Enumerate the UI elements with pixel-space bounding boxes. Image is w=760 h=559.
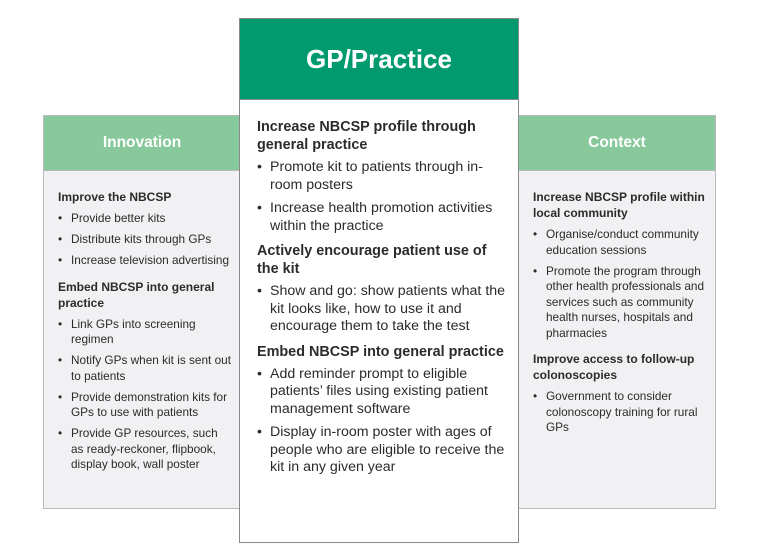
list-item: • Display in-room poster with ages of people who are eligible to receive the kit in any given year <box>257 424 505 475</box>
bullet-icon: • <box>533 227 538 241</box>
section-heading: Improve the NBCSP <box>58 190 172 204</box>
bullet-icon: • <box>257 365 262 382</box>
list-item: • Promote kit to patients through in-room posters <box>257 159 483 193</box>
bullet-list <box>58 211 232 269</box>
bullet-list <box>533 389 707 436</box>
list-item: • Distribute kits through GPs <box>58 232 212 246</box>
section-heading: Increase NBCSP profile within local community <box>533 190 705 220</box>
bullet-icon: • <box>257 424 262 440</box>
bullet-icon: • <box>58 253 63 267</box>
list-item: • Link GPs into screening regimen <box>58 316 196 346</box>
list-item: • Increase television advertising <box>58 253 230 267</box>
list-item: • Increase health promotion activities within the practice <box>257 200 493 234</box>
list-item: • Provide GP resources, such as ready-reckoner, flipbook, display book, wall poster <box>58 426 218 471</box>
section-heading: Actively encourage patient use of the kit <box>257 243 487 277</box>
gp-practice-title: GP/Practice <box>240 19 518 100</box>
bullet-icon: • <box>58 426 63 440</box>
bullet-icon: • <box>58 211 63 225</box>
section-heading: Increase NBCSP profile through general practice <box>257 119 476 153</box>
section-heading: Improve access to follow-up colonoscopies <box>533 352 695 382</box>
list-item: • Provide demonstration kits for GPs to use with patients <box>58 389 228 419</box>
list-item: • Notify GPs when kit is sent out to patients <box>58 353 231 383</box>
innovation-panel <box>43 115 241 509</box>
list-item: • Government to consider colonoscopy training for rural GPs <box>533 389 698 434</box>
bullet-list <box>533 227 707 341</box>
context-title: Context <box>519 116 715 171</box>
bullet-icon: • <box>257 283 262 299</box>
bullet-list <box>257 366 506 477</box>
section-heading: Embed NBCSP into general practice <box>257 343 504 360</box>
bullet-icon: • <box>533 389 538 403</box>
bullet-icon: • <box>257 159 262 175</box>
bullet-icon: • <box>257 200 262 216</box>
list-item: • Provide better kits <box>58 211 166 225</box>
bullet-list <box>58 317 232 473</box>
innovation-title: Innovation <box>44 116 240 171</box>
bullet-icon: • <box>58 232 63 246</box>
context-panel <box>518 115 716 509</box>
bullet-list <box>257 283 506 336</box>
list-item: • Add reminder prompt to eligible patients’ files using existing patient management software <box>257 365 488 417</box>
list-item: • Show and go: show patients what the kit looks like, how to use it and encourage them to take the test <box>257 283 506 334</box>
list-item: • Promote the program through other health professionals and services such as community health nurses, hospitals and pharmacies <box>533 263 705 340</box>
section-heading: Embed NBCSP into general practice <box>58 279 215 310</box>
bullet-icon: • <box>58 316 63 331</box>
bullet-icon: • <box>533 263 538 278</box>
gp-practice-panel <box>239 18 519 543</box>
bullet-icon: • <box>58 353 63 367</box>
list-item: • Organise/conduct community education sessions <box>533 227 699 257</box>
bullet-list <box>257 159 506 235</box>
bullet-icon: • <box>58 389 63 404</box>
